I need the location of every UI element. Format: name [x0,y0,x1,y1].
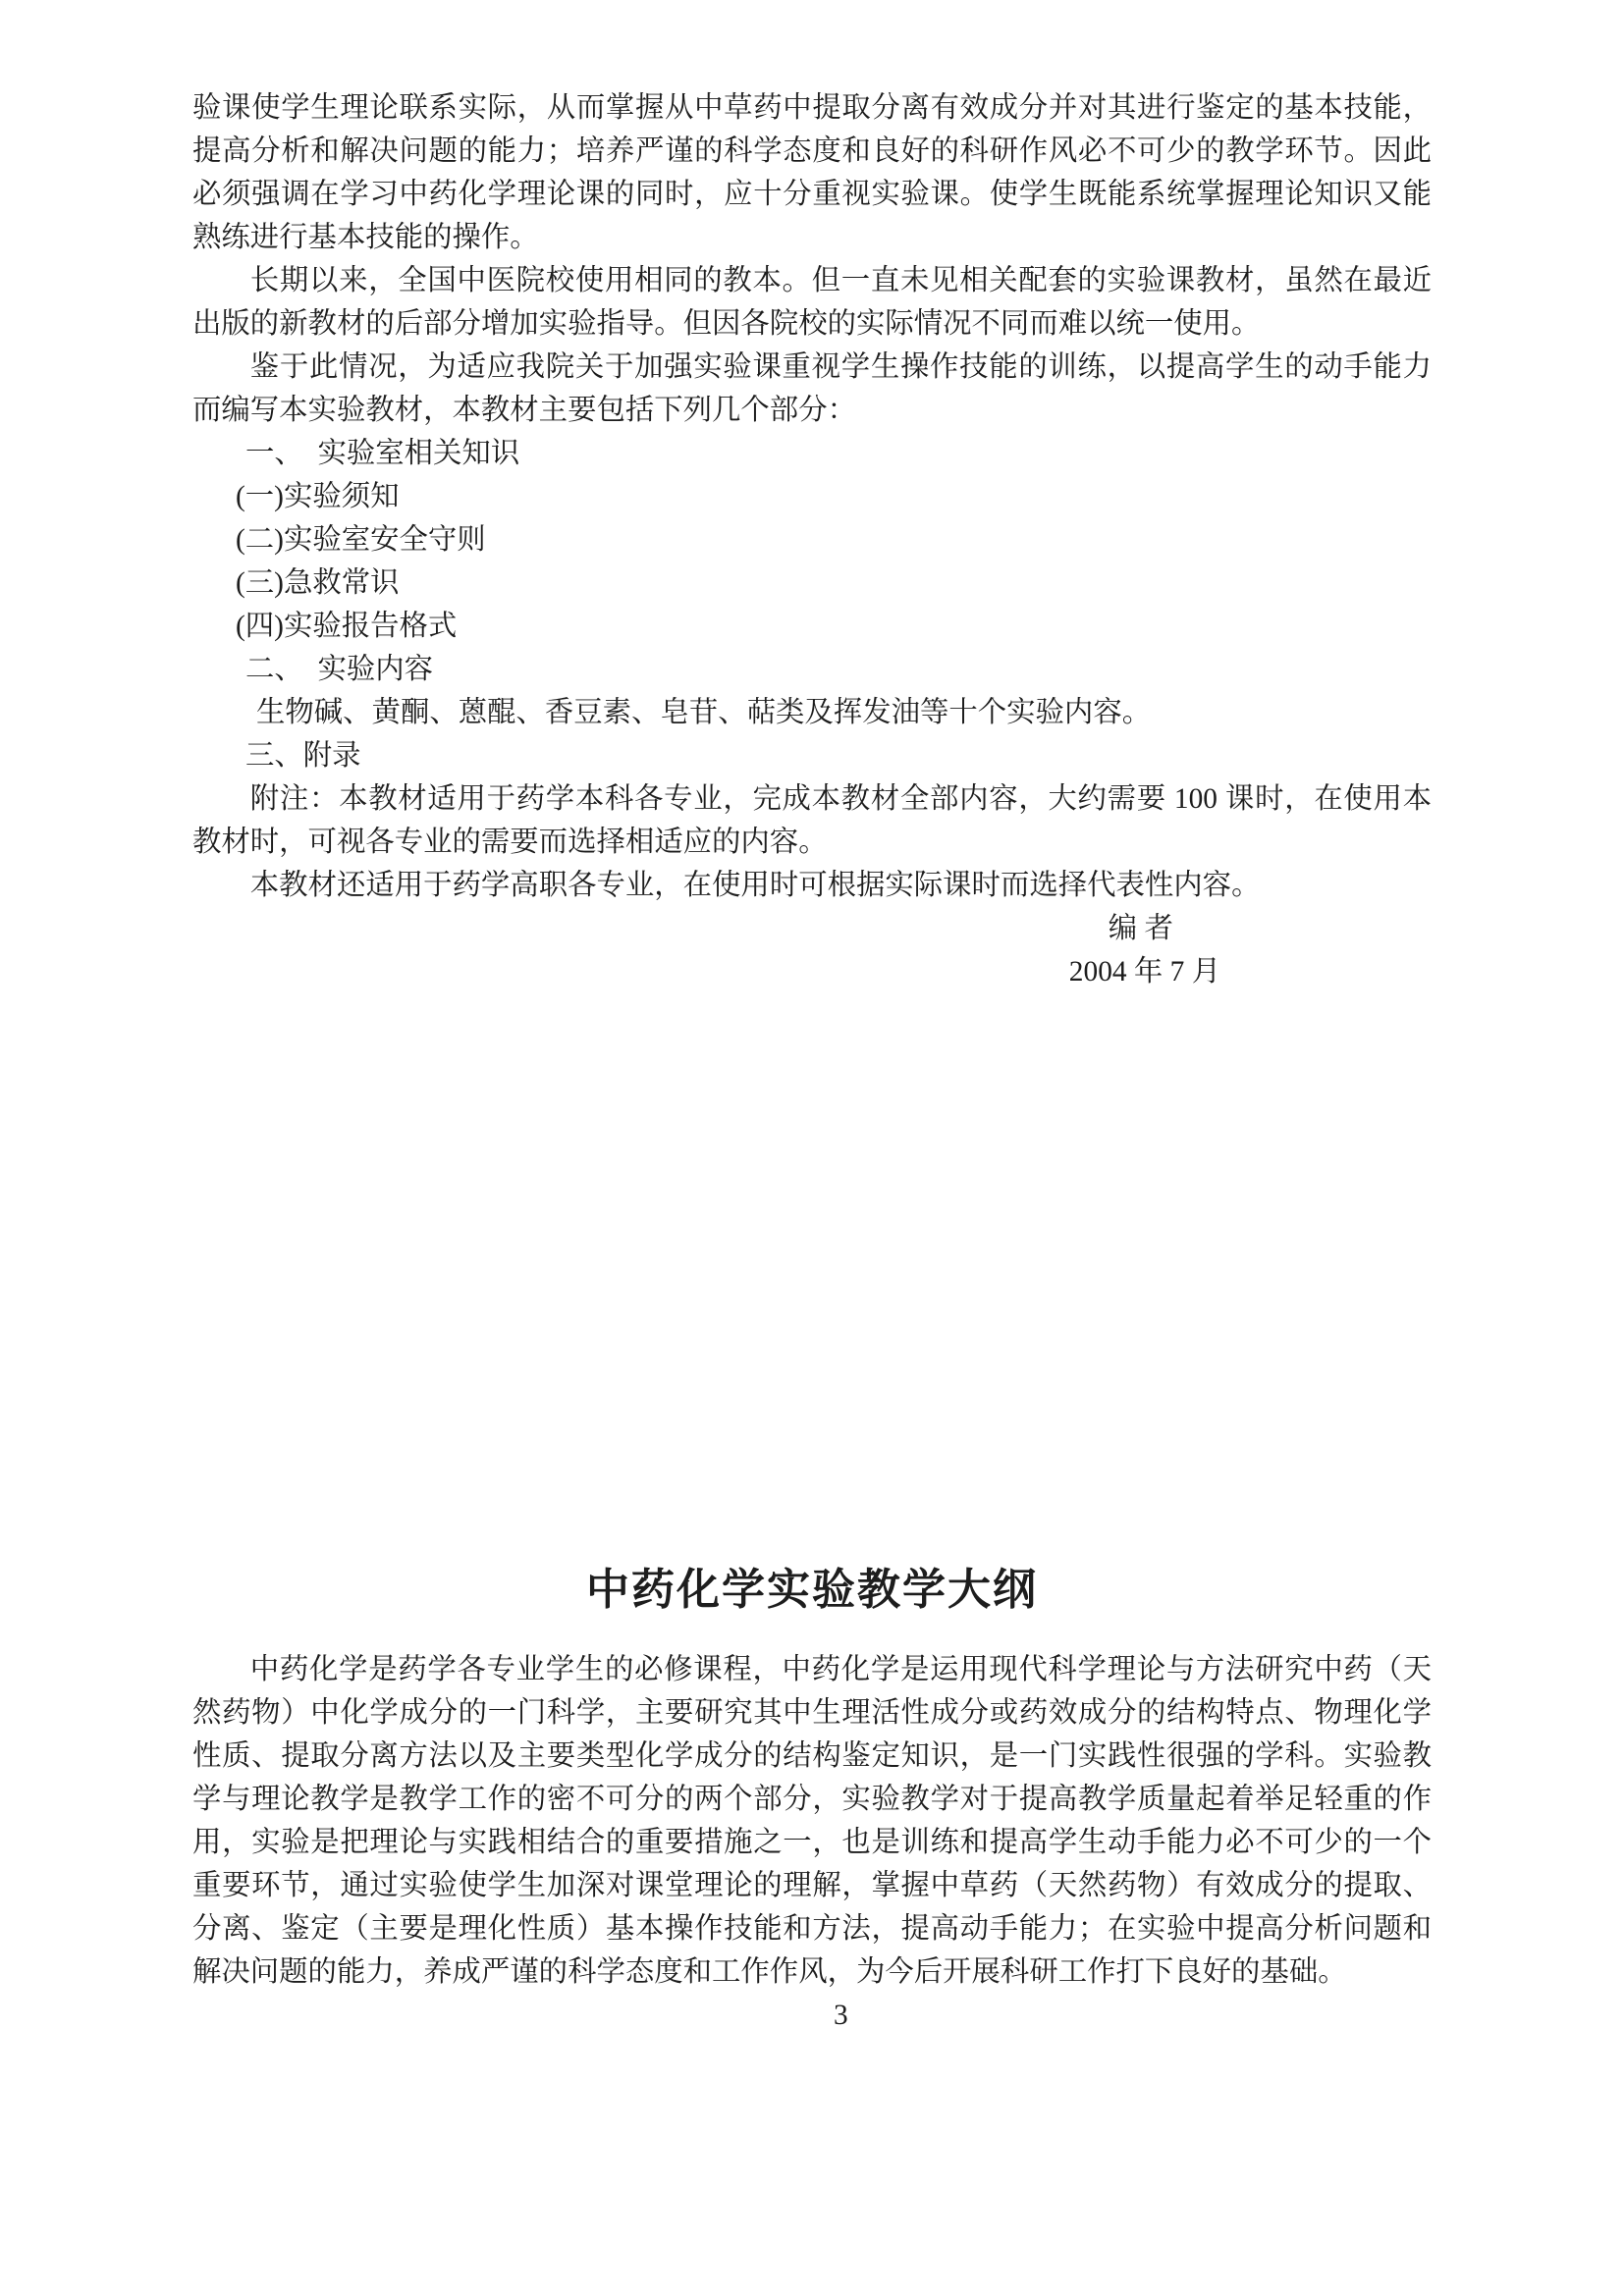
outline-item-1-3: (三)急救常识 [236,567,400,599]
outline-section-3: 三、附录 [245,740,361,772]
page-number: 3 [834,2000,848,2032]
outline-item-1-4: (四)实验报告格式 [236,611,458,642]
preface-paragraph-vocational: 本教材还适用于药学高职各专业，在使用时可根据实际课时而选择代表性内容。 [249,870,1261,901]
document-page [192,86,1432,2037]
editor-signature: 编 者 [1108,913,1173,944]
outline-section-2-content: 生物碱、黄酮、蒽醌、香豆素、皂苷、萜类及挥发油等十个实验内容。 [256,697,1152,728]
outline-section-2: 二、 实验内容 [245,654,434,685]
outline-section-1: 一、 实验室相关知识 [245,438,520,469]
outline-item-1-1: (一)实验须知 [236,481,400,512]
preface-paragraph-note: 附注：本教材适用于药学本科各专业，完成本教材全部内容，大约需要 100 课时，在使用本教材时，可视各专业的需要而选择相适应的内容。 [192,783,1432,858]
preface-paragraph-purpose: 鉴于此情况，为适应我院关于加强实验课重视学生操作技能的训练，以提高学生的动手能力而编写本实验教材，本教材主要包括下列几个部分： [192,351,1432,426]
outline-item-1-2: (二)实验室安全守则 [236,524,486,556]
signature-date: 2004 年 7 月 [1068,956,1221,988]
contents-outline [192,432,1432,777]
syllabus-intro-paragraph: 中药化学是药学各专业学生的必修课程，中药化学是运用现代科学理论与方法研究中药（天然药物）中化学成分的一门科学，主要研究其中生理活性成分或药效成分的结构特点、物理化学性质、提取分离方法以及主要类型化学成分的结构鉴定知识，是一门实践性很强的学科。实验教学与理论教学是教学工作的密不可分的两个部分，实验教学对于提高教学质量起着举足轻重的作用，实验是把理论与实践相结合的重要措施之一，也是训练和提高学生动手能力必不可少的一个重要环节，通过实验使学生加深对课堂理论的理解，掌握中草药（天然药物）有效成分的提取、分离、鉴定（主要是理化性质）基本操作技能和方法，提高动手能力；在实验中提高分析问题和解决问题的能力，养成严谨的科学态度和工作作风，为今后开展科研工作打下良好的基础。 [192,1654,1432,1989]
preface-paragraph-continued: 验课使学生理论联系实际，从而掌握从中草药中提取分离有效成分并对其进行鉴定的基本技能，提高分析和解决问题的能力；培养严谨的科学态度和良好的科研作风必不可少的教学环节。因此必须强调在学习中药化学理论课的同时，应十分重视实验课。使学生既能系统掌握理论知识又能熟练进行基本技能的操作。 [192,92,1432,253]
preface-paragraph-history: 长期以来，全国中医院校使用相同的教本。但一直未见相关配套的实验课教材，虽然在最近出版的新教材的后部分增加实验指导。但因各院校的实际情况不同而难以统一使用。 [192,265,1432,340]
syllabus-title: 中药化学实验教学大纲 [586,1566,1038,1614]
